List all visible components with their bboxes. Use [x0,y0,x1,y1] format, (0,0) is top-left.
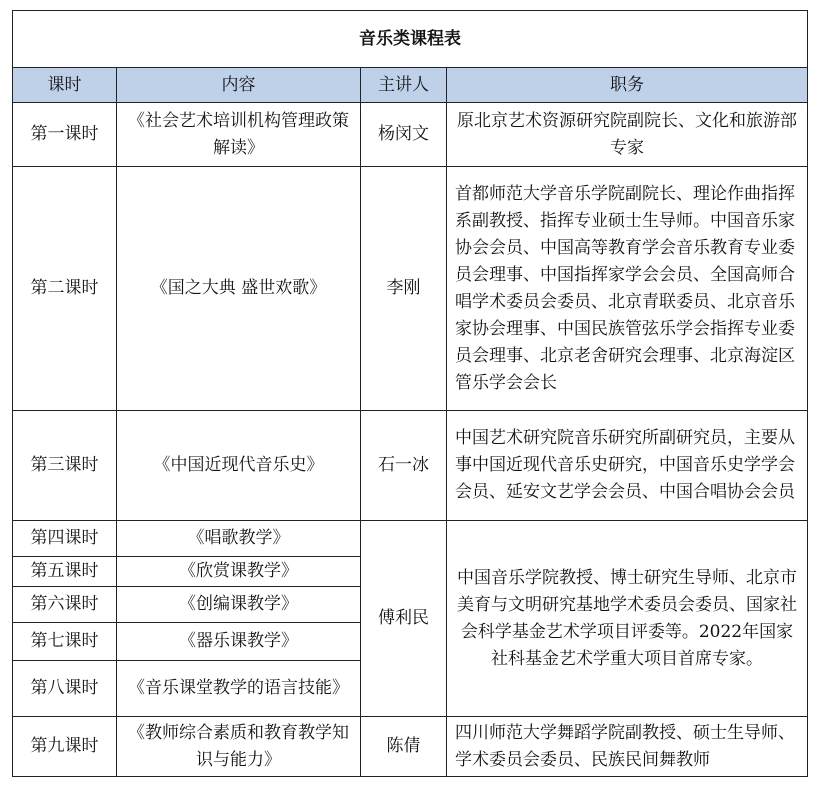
table-row [13,521,808,557]
duty-cell: 首都师范大学音乐学院副院长、理论作曲指挥系副教授、指挥专业硕士生导师。中国音乐家协会会员、中国高等教育学会音乐教育专业委员会理事、中国指挥家学会会员、全国高师合唱学术委员会委员、北京青联委员、北京音乐家协会理事、中国民族管弦乐学会指挥专业委员会理事、北京老舍研究会理事、北京海淀区管乐学会会长 [447,167,808,411]
table-row [13,411,808,521]
content-cell: 《教师综合素质和教育教学知识与能力》 [117,717,361,777]
content-cell: 《中国近现代音乐史》 [117,411,361,521]
lesson-cell: 第七课时 [13,623,117,661]
content-cell: 《音乐课堂教学的语言技能》 [117,661,361,717]
lecturer-cell: 石一冰 [361,411,447,521]
lesson-cell: 第九课时 [13,717,117,777]
duty-cell: 中国艺术研究院音乐研究所副研究员，主要从事中国近现代音乐史研究，中国音乐史学学会会员、延安文艺学会会员、中国合唱协会会员 [447,411,808,521]
lecturer-cell: 陈倩 [361,717,447,777]
group-duty-cell: 中国音乐学院教授、博士研究生导师、北京市美育与文明研究基地学术委员会委员、国家社会科学基金艺术学项目评委等。2022年国家社科基金艺术学重大项目首席专家。 [447,521,808,717]
table-title: 音乐类课程表 [13,11,808,68]
header-row [13,68,808,103]
lesson-cell: 第五课时 [13,557,117,587]
lesson-cell: 第四课时 [13,521,117,557]
lecturer-cell: 杨闵文 [361,103,447,167]
content-cell: 《唱歌教学》 [117,521,361,557]
header-content: 内容 [117,68,361,103]
content-cell: 《器乐课教学》 [117,623,361,661]
table-row [13,167,808,411]
header-lecturer: 主讲人 [361,68,447,103]
course-schedule-document [12,10,807,777]
table-row [13,717,808,777]
lesson-cell: 第八课时 [13,661,117,717]
lesson-cell: 第二课时 [13,167,117,411]
content-cell: 《创编课教学》 [117,587,361,623]
group-lecturer-cell: 傅利民 [361,521,447,717]
header-lesson: 课时 [13,68,117,103]
content-cell: 《社会艺术培训机构管理政策解读》 [117,103,361,167]
lecturer-cell: 李刚 [361,167,447,411]
content-cell: 《欣赏课教学》 [117,557,361,587]
table-row [13,103,808,167]
content-cell: 《国之大典 盛世欢歌》 [117,167,361,411]
lesson-cell: 第三课时 [13,411,117,521]
duty-cell: 原北京艺术资源研究院副院长、文化和旅游部专家 [447,103,808,167]
title-row [13,11,808,68]
lesson-cell: 第一课时 [13,103,117,167]
header-duty: 职务 [447,68,808,103]
duty-cell: 四川师范大学舞蹈学院副教授、硕士生导师、学术委员会委员、民族民间舞教师 [447,717,808,777]
course-table [12,10,808,777]
lesson-cell: 第六课时 [13,587,117,623]
